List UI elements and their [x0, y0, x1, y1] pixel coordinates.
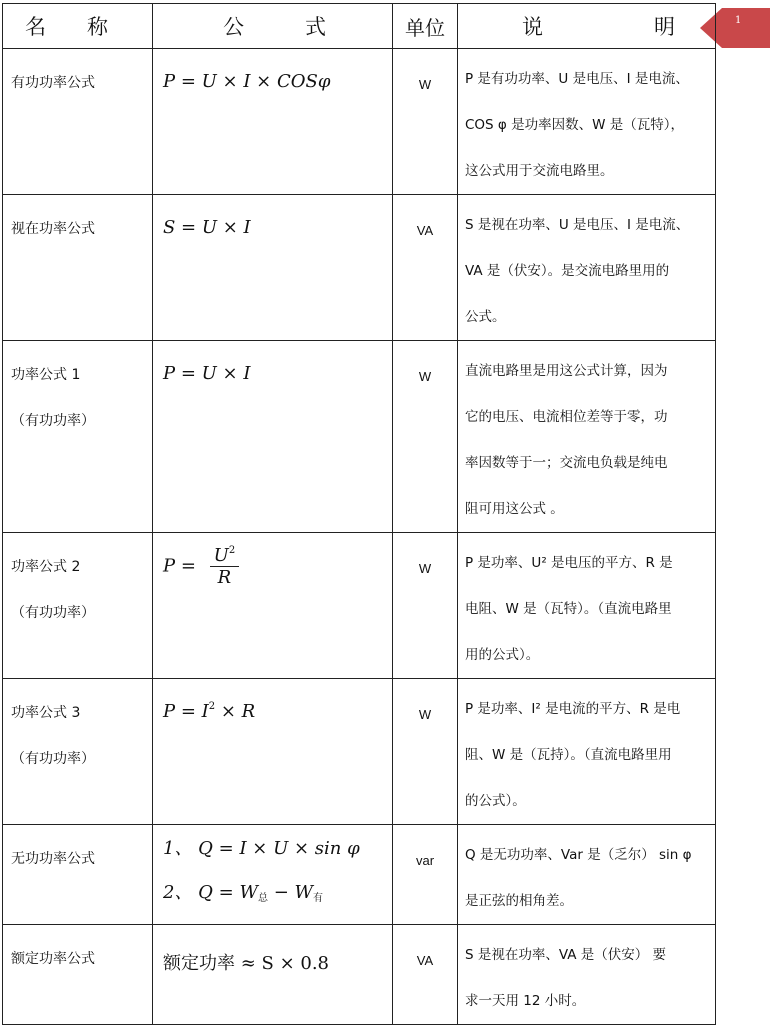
row-description: 直流电路里是用这公式计算，因为 它的电压、电流相位差等于零，功 率因数等于一；交流电负载是纯电 阻可用这公式 。: [458, 341, 716, 533]
table-row: [3, 195, 716, 341]
row-unit: W: [393, 533, 458, 679]
table-header-row: [3, 4, 716, 49]
row-name: 功率公式 2 （有功功率）: [3, 533, 153, 679]
table-row: [3, 49, 716, 195]
row-description: P 是功率、I² 是电流的平方、R 是电 阻、W 是（瓦持）。（直流电路里用 的公式）。: [458, 679, 716, 825]
row-formula: $P = I^2 \times R$: [153, 679, 393, 825]
row-formula: 1、 Q = I × U × sin φ 2、 $Q = W_总 - W_有$: [153, 825, 393, 925]
row-unit: VA: [393, 925, 458, 1025]
table-row: [3, 341, 716, 533]
table-row: [3, 679, 716, 825]
fraction: $\frac{U^2}{R}$: [210, 545, 240, 588]
header-description: 说 明: [458, 4, 716, 49]
row-formula: P = U × I: [153, 341, 393, 533]
header-name: 名 称: [3, 4, 153, 49]
power-formula-table: [2, 3, 716, 1025]
row-name: 视在功率公式: [3, 195, 153, 341]
row-unit: W: [393, 679, 458, 825]
row-unit: W: [393, 341, 458, 533]
row-name: 功率公式 3 （有功功率）: [3, 679, 153, 825]
row-description: P 是有功功率、U 是电压、I 是电流、 COS φ 是功率因数、W 是（瓦特）， 这公式用于交流电路里。: [458, 49, 716, 195]
row-formula: S = U × I: [153, 195, 393, 341]
row-description: P 是功率、U² 是电压的平方、R 是 电阻、W 是（瓦特）。（直流电路里 用的公式）。: [458, 533, 716, 679]
row-unit: var: [393, 825, 458, 925]
row-description: Q 是无功功率、Var 是（乏尔） sin φ 是正弦的相角差。: [458, 825, 716, 925]
row-unit: VA: [393, 195, 458, 341]
row-name: 功率公式 1 （有功功率）: [3, 341, 153, 533]
row-formula: P = $\frac{U^2}{R}$: [153, 533, 393, 679]
header-unit: 单位: [393, 4, 458, 49]
page-marker-number: 1: [735, 15, 742, 26]
table-row: [3, 825, 716, 925]
header-formula: 公 式: [153, 4, 393, 49]
row-description: S 是视在功率、VA 是（伏安） 要 求一天用 12 小时。: [458, 925, 716, 1025]
row-description: S 是视在功率、U 是电压、I 是电流、 VA 是（伏安）。是交流电路里用的 公式。: [458, 195, 716, 341]
table-row: [3, 533, 716, 679]
table-row: [3, 925, 716, 1025]
row-name: 有功功率公式: [3, 49, 153, 195]
row-formula: P = U × I × COSφ: [153, 49, 393, 195]
row-name: 额定功率公式: [3, 925, 153, 1025]
row-name: 无功功率公式: [3, 825, 153, 925]
row-unit: W: [393, 49, 458, 195]
row-formula: 额定功率 ≈ S × 0.8: [153, 925, 393, 1025]
